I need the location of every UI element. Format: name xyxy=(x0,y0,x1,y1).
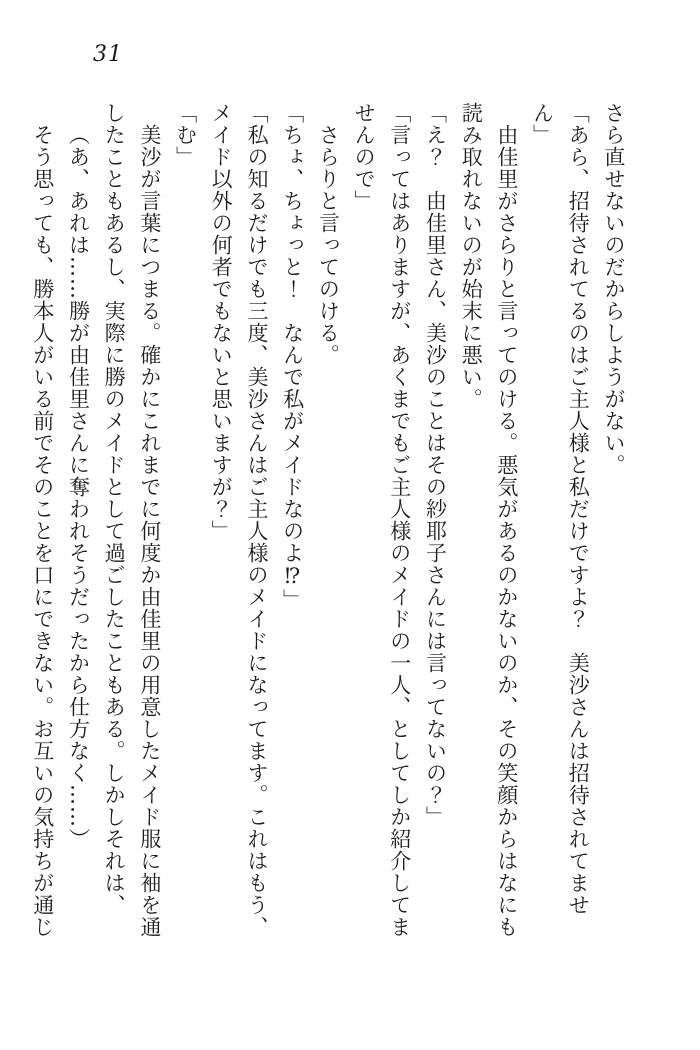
paragraph-2: 「あら、招待されてるのはご主人様と私だけですよ？ 美沙さんは招待されてません」 xyxy=(530,102,591,916)
page-number: 31 xyxy=(93,42,123,67)
vertical-body-text xyxy=(30,102,631,948)
paragraph-11: （あ、あれは……勝が由佳里さんに奪われそうだったから仕方なく……） xyxy=(66,124,91,850)
paragraph-5: 「言ってはありますが、あくまでもご主人様のメイドの一人、としてしか紹介してませんので」 xyxy=(352,102,412,938)
paragraph-3: 由佳里がさらりと言ってのける。悪気があるのかないのか、その笑顔からはなにも読み取れないのが始末に悪い。 xyxy=(459,102,519,938)
paragraph-4: 「え？ 由佳里さん、美沙のことはその紗耶子さんには言ってないの？」 xyxy=(423,102,448,828)
paragraph-1: さら直せないのだからしようがない。 xyxy=(602,102,626,476)
paragraph-10: 美沙が言葉につまる。確かにこれまでに何度か由佳里の用意したメイド服に袖を通したこともあるし、実際に勝のメイドとして過ごしたこともある。しかしそれは、 xyxy=(102,102,162,938)
paragraph-6: さらりと言ってのける。 xyxy=(316,124,341,366)
paragraph-7: 「ちょ、ちょっと！ なんで私がメイドなのよ⁉」 xyxy=(280,102,305,611)
paragraph-9: 「む」 xyxy=(173,102,198,168)
paragraph-12: そう思っても、勝本人がいる前でそのことを口にできない。お互いの気持ちが通じ xyxy=(30,124,55,938)
paragraph-8: 「私の知るだけでも三度、美沙さんはご主人様のメイドになってます。これはもう、メイド以外の何者でもないと思いますが？」 xyxy=(209,102,269,938)
